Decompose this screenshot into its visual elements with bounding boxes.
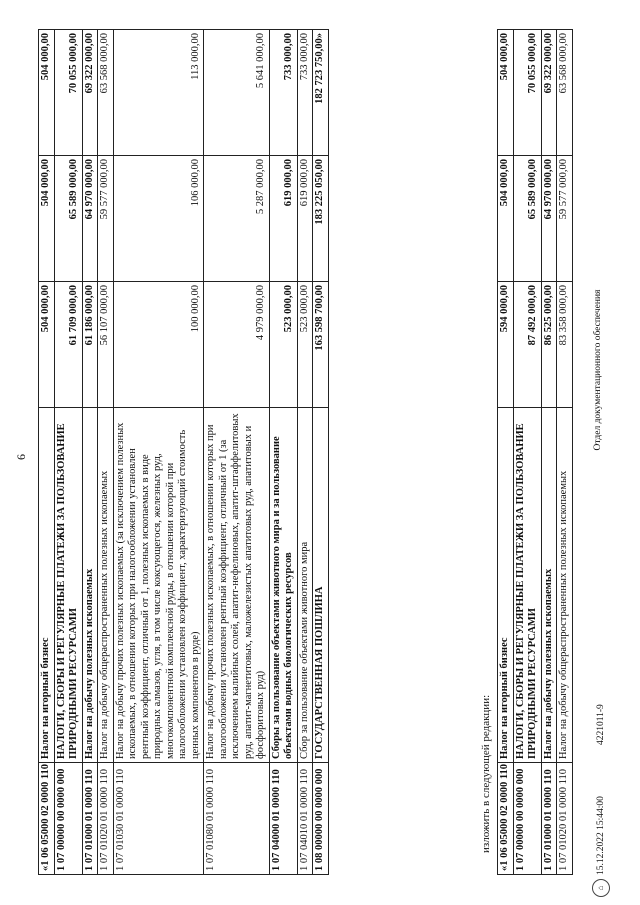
table-row: [204, 30, 270, 875]
row-value-2: 183 225 050,00: [313, 156, 329, 282]
row-code: 1 07 01000 01 0000 110: [541, 763, 557, 875]
row-value-2: 65 589 000,00: [513, 156, 541, 282]
row-value-3: 113 000,00: [113, 30, 204, 156]
row-value-1: 100 000,00: [113, 282, 204, 408]
row-value-2: 64 970 000,00: [541, 156, 557, 282]
row-name: НАЛОГИ, СБОРЫ И РЕГУЛЯРНЫЕ ПЛАТЕЖИ ЗА ПОЛЬЗОВАНИЕ ПРИРОДНЫМИ РЕСУРСАМИ: [54, 408, 82, 763]
row-value-2: 5 287 000,00: [204, 156, 270, 282]
row-value-2: 59 577 000,00: [98, 156, 114, 282]
row-name: Налог на добычу общераспространенных полезных ископаемых: [557, 408, 573, 763]
row-value-3: 733 000,00: [269, 30, 297, 156]
row-name: Сбор за пользование объектами животного мира: [297, 408, 313, 763]
table-row: [313, 30, 329, 875]
table-row: [54, 30, 82, 875]
table-row: [82, 30, 98, 875]
row-code: 1 07 00000 00 0000 000: [513, 763, 541, 875]
row-code: 1 07 01030 01 0000 110: [113, 763, 204, 875]
row-value-3: 63 568 000,00: [98, 30, 114, 156]
row-value-3: 5 641 000,00: [204, 30, 270, 156]
row-name: Налог на добычу полезных ископаемых: [541, 408, 557, 763]
row-code: 1 07 04000 01 0000 110: [269, 763, 297, 875]
row-value-3: 70 055 000,00: [54, 30, 82, 156]
row-code: «1 06 05000 02 0000 110: [498, 763, 514, 875]
row-value-1: 56 107 000,00: [98, 282, 114, 408]
row-value-1: 87 492 000,00: [513, 282, 541, 408]
row-value-1: 86 525 000,00: [541, 282, 557, 408]
row-value-1: 4 979 000,00: [204, 282, 270, 408]
footer-department: Отдел документационного обеспечения: [593, 289, 603, 451]
row-name: Налог на игорный бизнес: [39, 408, 55, 763]
row-value-3: 70 055 000,00: [513, 30, 541, 156]
row-value-1: 504 000,00: [39, 282, 55, 408]
row-value-3: 69 322 000,00: [541, 30, 557, 156]
table-row: [98, 30, 114, 875]
row-code: «1 06 05000 02 0000 110: [39, 763, 55, 875]
table-row: [113, 30, 204, 875]
table-row: [269, 30, 297, 875]
row-value-2: 619 000,00: [269, 156, 297, 282]
table-row: [39, 30, 55, 875]
row-name: Налог на добычу прочих полезных ископаемых (за исключением полезных ископаемых, в отношении которых при налогообложении установлен рентный коэффициент, отличный от 1, полезных ископаемых в виде природных алмазов, угля, в том числе коксующегося, железных руд, многокомпонентной комплексной руды, в отношении которой при налогообложении установлен коэффициент, характеризующий стоимость ценных компонентов в руде): [113, 408, 204, 763]
row-value-1: 523 000,00: [297, 282, 313, 408]
table-row: [557, 30, 573, 875]
row-code: 1 08 00000 00 0000 000: [313, 763, 329, 875]
revenue-table-old: [38, 29, 329, 875]
row-value-2: 65 589 000,00: [54, 156, 82, 282]
row-code: 1 07 00000 00 0000 000: [54, 763, 82, 875]
row-value-2: 64 970 000,00: [82, 156, 98, 282]
revenue-table-new: [497, 29, 573, 875]
row-name: НАЛОГИ, СБОРЫ И РЕГУЛЯРНЫЕ ПЛАТЕЖИ ЗА ПОЛЬЗОВАНИЕ ПРИРОДНЫМИ РЕСУРСАМИ: [513, 408, 541, 763]
row-value-3: 504 000,00: [498, 30, 514, 156]
row-name: ГОСУДАРСТВЕННАЯ ПОШЛИНА: [313, 408, 329, 763]
row-code: 1 07 01020 01 0000 110: [557, 763, 573, 875]
row-code: 1 07 01000 01 0000 110: [82, 763, 98, 875]
row-value-2: 504 000,00: [39, 156, 55, 282]
row-value-3: 69 322 000,00: [82, 30, 98, 156]
footer-code: 4221011-9: [596, 704, 606, 745]
seal-icon: ⌂: [592, 879, 610, 897]
row-value-1: 83 358 000,00: [557, 282, 573, 408]
table-row: [297, 30, 313, 875]
row-name: Налог на добычу прочих полезных ископаемых, в отношении которых при налогообложении установлен рентный коэффициент, отличный от 1 (за исключением калийных солей, апатит-нефелиновых, апатит-штаффелитовых руд, апатит-магнетитовых, маложелезистых апатитовых руд, апатитовых и фосфоритовых руд): [204, 408, 270, 763]
row-name: Сборы за пользование объектами животного мира и за пользование объектами водных биологических ресурсов: [269, 408, 297, 763]
row-value-3: 182 723 750,00»: [313, 30, 329, 156]
row-value-3: 733 000,00: [297, 30, 313, 156]
row-value-2: 106 000,00: [113, 156, 204, 282]
row-name: Налог на добычу общераспространенных полезных ископаемых: [98, 408, 114, 763]
row-code: 1 07 01020 01 0000 110: [98, 763, 114, 875]
row-name: Налог на добычу полезных ископаемых: [82, 408, 98, 763]
row-value-2: 59 577 000,00: [557, 156, 573, 282]
row-value-3: 504 000,00: [39, 30, 55, 156]
page-number: 6: [14, 454, 28, 460]
edit-instruction: изложить в следующей редакции:: [480, 694, 492, 853]
row-value-1: 61 709 000,00: [54, 282, 82, 408]
row-value-2: 504 000,00: [498, 156, 514, 282]
row-value-1: 523 000,00: [269, 282, 297, 408]
table-row: [541, 30, 557, 875]
row-value-3: 63 568 000,00: [557, 30, 573, 156]
row-value-1: 594 000,00: [498, 282, 514, 408]
row-value-2: 619 000,00: [297, 156, 313, 282]
row-value-1: 163 598 700,00: [313, 282, 329, 408]
row-value-1: 61 186 000,00: [82, 282, 98, 408]
row-code: 1 07 04010 01 0000 110: [297, 763, 313, 875]
table-row: [513, 30, 541, 875]
table-row: [498, 30, 514, 875]
footer-date: 15.12.2022 15:44:00: [596, 796, 606, 875]
row-code: 1 07 01080 01 0000 110: [204, 763, 270, 875]
row-name: Налог на игорный бизнес: [498, 408, 514, 763]
